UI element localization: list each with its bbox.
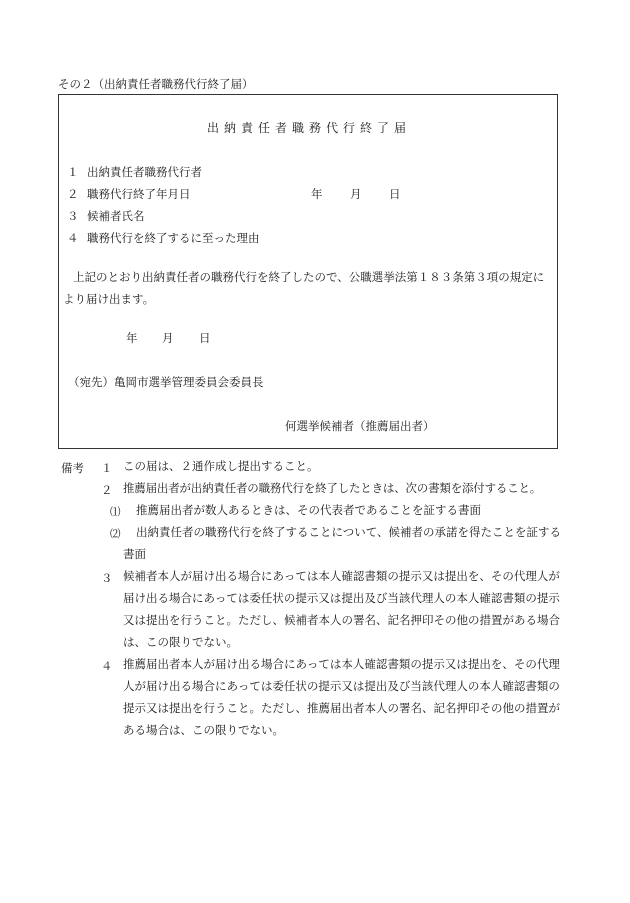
note-3: 候補者本人が届け出る場合にあっては本人確認書類の提示又は提出を、その代理人が届け出る場合にあっては委任状の提示又は提出及び当該代理人の本人確認書類の提示又は提出を行うこと。ただし、候補者本人の署名、記名押印その他の措置がある場合は、この限りでない。 (123, 569, 560, 649)
declaration-text: 上記のとおり出納責任者の職務代行を終了したので、公職選挙法第１８３条第３項の規定により届け出ます。 (63, 270, 545, 306)
filing-date-day-label: 日 (199, 331, 211, 345)
end-date-year-label: 年 (311, 187, 323, 201)
item-end-date: 職務代行終了年月日 (87, 187, 191, 201)
note-number: ３ (101, 571, 113, 585)
form-frame (58, 94, 558, 449)
sub-note-number: ⑵ (110, 528, 121, 540)
note-2-2: 出納責任者の職務代行を終了することについて、候補者の承諾を得たことを証する書面 (123, 525, 562, 561)
filing-date-year-label: 年 (126, 331, 138, 345)
note-1: この届は、２通作成し提出すること。 (123, 459, 319, 473)
note-number: １ (101, 461, 113, 475)
note-2: 推薦届出者が出納責任者の職務代行を終了したときは、次の書類を添付すること。 (123, 481, 542, 495)
form-caption: その２（出納責任者職務代行終了届） (58, 77, 254, 91)
item-number: ３ (67, 209, 79, 223)
item-number: １ (67, 165, 79, 179)
notes-heading: 備考 (61, 461, 84, 475)
sub-note-number: ⑴ (110, 506, 121, 518)
note-number: ２ (101, 483, 113, 497)
item-candidate-name: 候補者氏名 (87, 209, 145, 223)
addressee: （宛先）亀岡市選挙管理委員会委員長 (68, 375, 264, 389)
end-date-day-label: 日 (389, 187, 401, 201)
filing-date-month-label: 月 (162, 331, 174, 345)
form-title: 出納責任者職務代行終了届 (206, 121, 411, 135)
note-4: 推薦届出者本人が届け出る場合にあっては本人確認書類の提示又は提出を、その代理人が届け出る場合にあっては委任状の提示又は提出及び当該代理人の本人確認書類の提示又は提出を行うこと。ただし、推薦届出者本人の署名、記名押印その他の措置がある場合は、この限りでない。 (123, 657, 560, 737)
candidate-signature-line: 何選挙候補者（推薦届出者） (285, 419, 435, 433)
note-number: ４ (101, 659, 113, 673)
note-2-1: 推薦届出者が数人あるときは、その代表者であることを証する書面 (136, 503, 481, 517)
item-deputy-name: 出納責任者職務代行者 (87, 165, 202, 179)
item-reason: 職務代行を終了するに至った理由 (87, 231, 260, 245)
item-number: ２ (67, 187, 79, 201)
item-number: ４ (67, 231, 79, 245)
end-date-month-label: 月 (350, 187, 362, 201)
